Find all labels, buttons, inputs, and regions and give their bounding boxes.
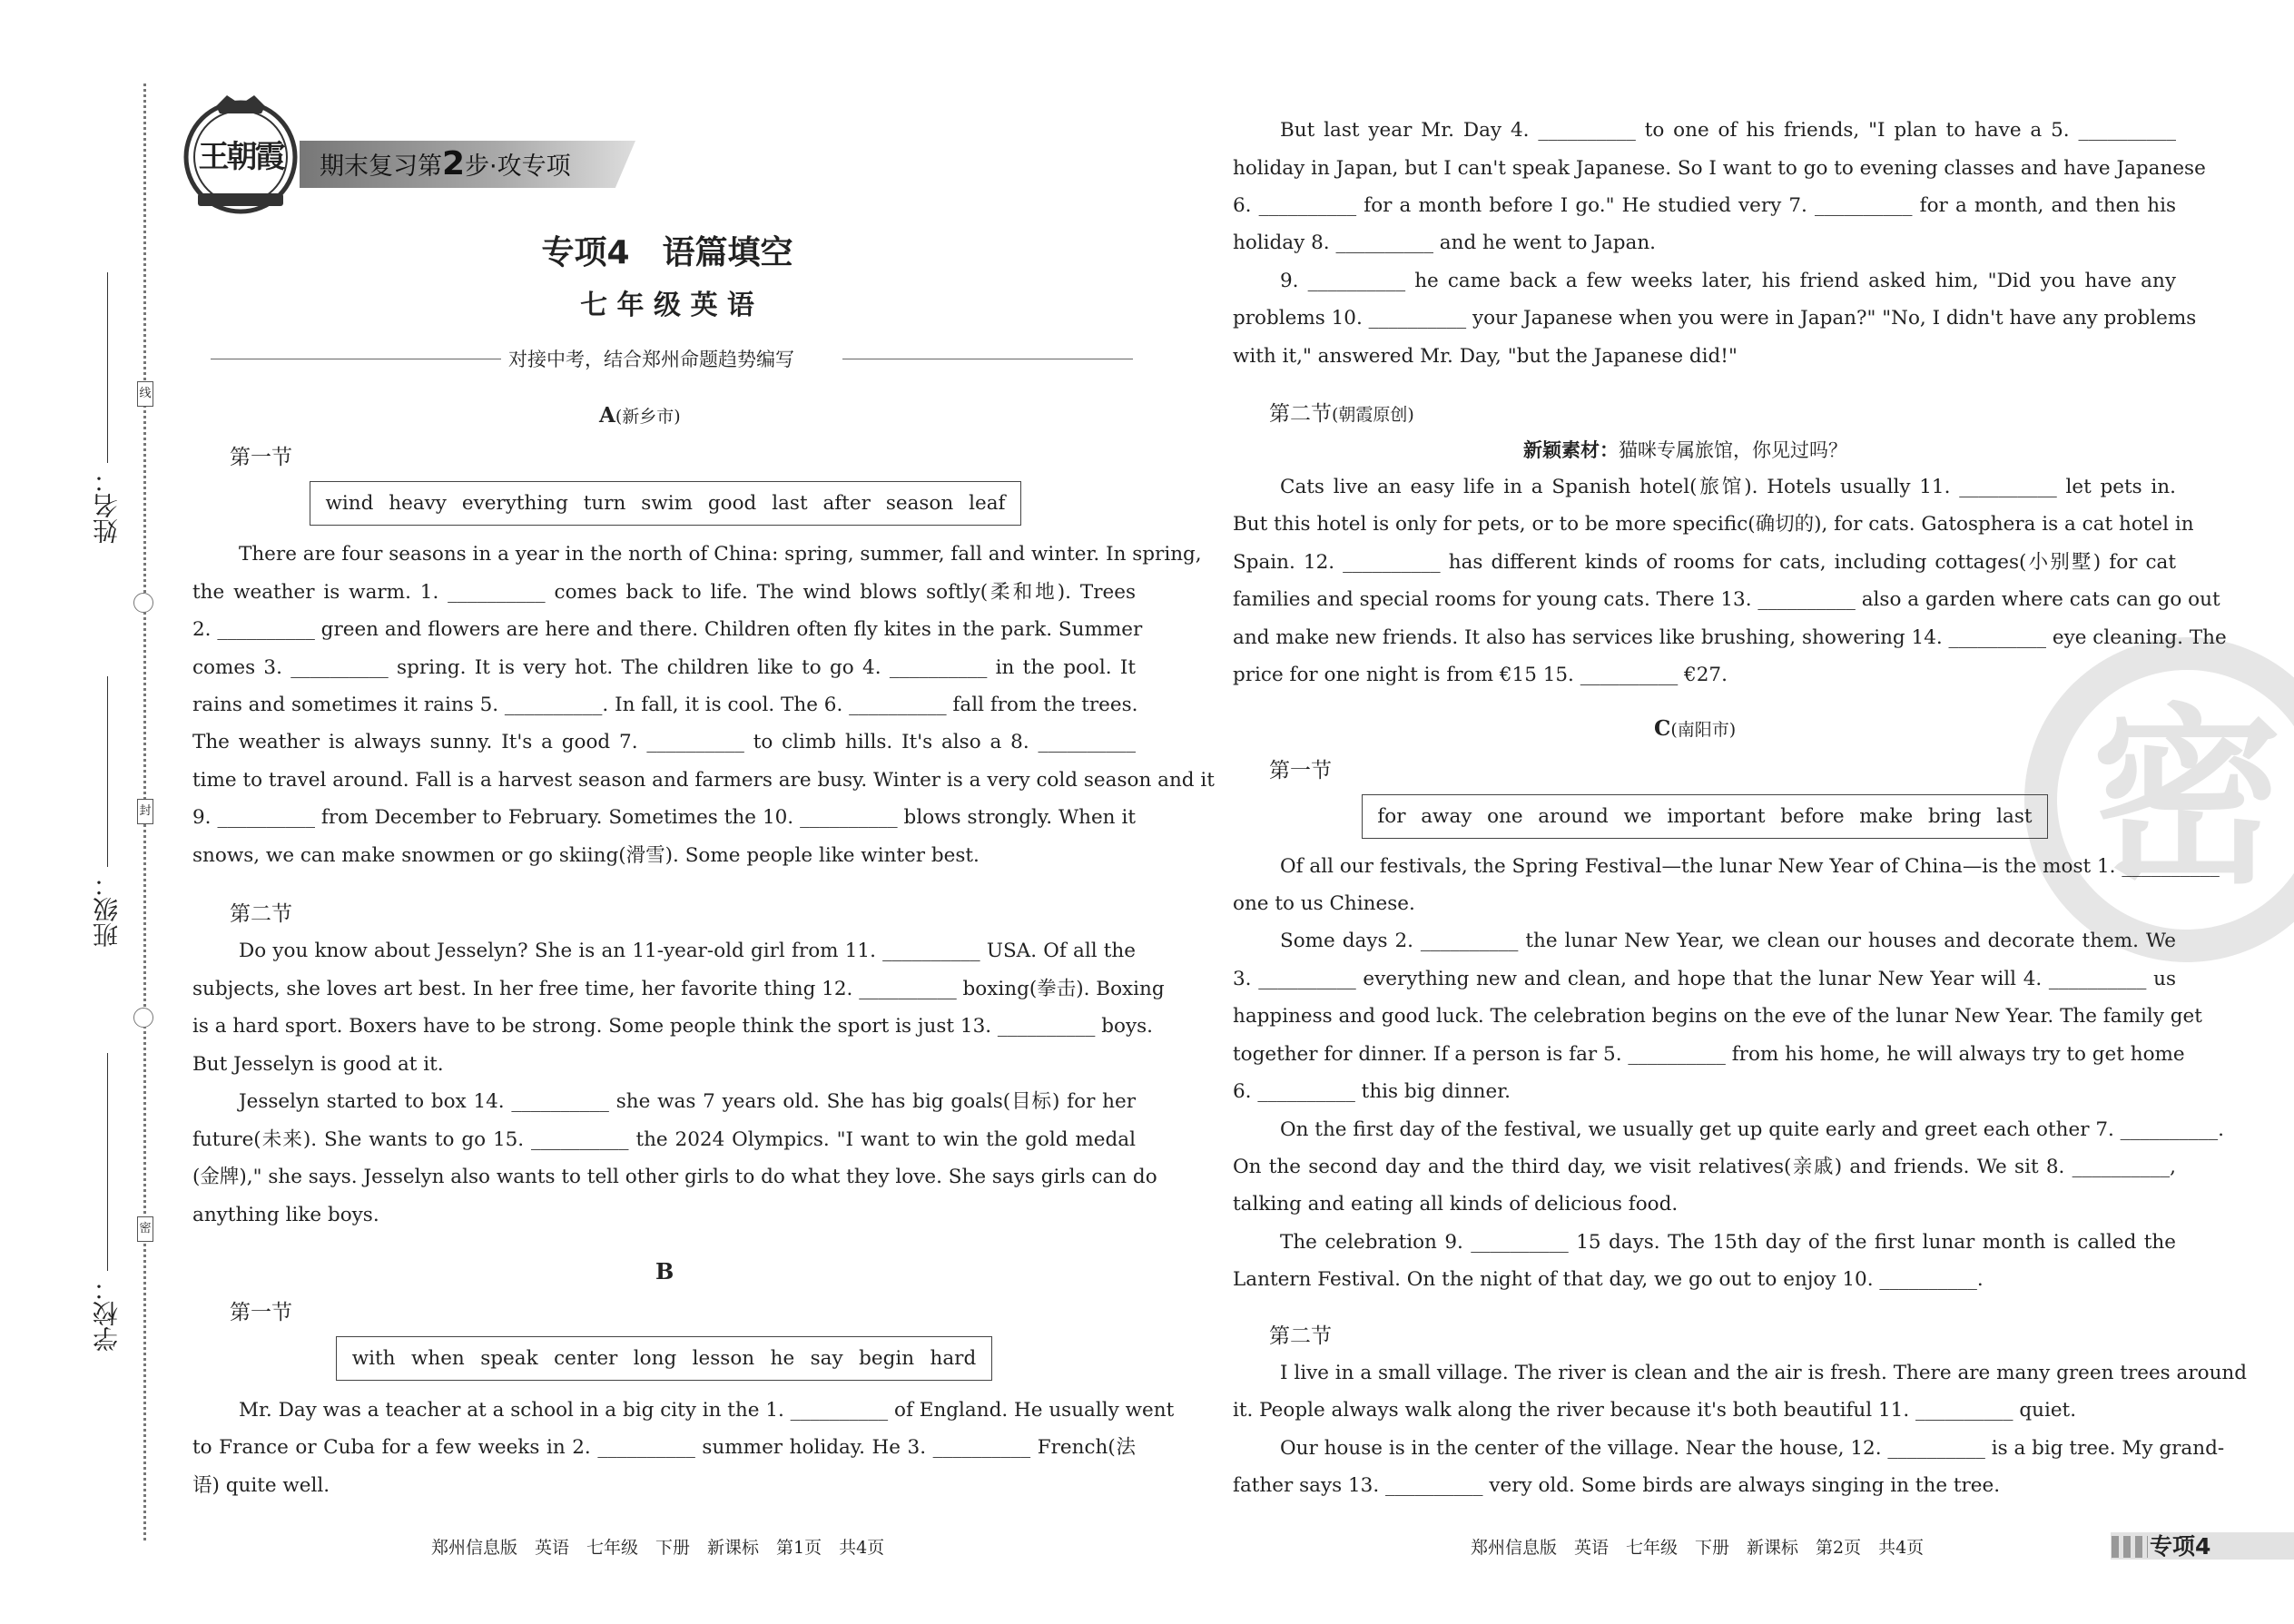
word-bank-b <box>336 1336 992 1381</box>
passage-line: There are four seasons in a year in the north of China: spring, summer, fall and winter. In spring, <box>239 543 1202 566</box>
section-c-part2-label: 第二节 <box>1269 1324 1332 1348</box>
passage-line: Our house is in the center of the village. Near the house, 12. __________ is a big tree. My grand- <box>1280 1437 2225 1460</box>
novel-material-label: 新颖素材： <box>1523 439 1619 461</box>
passage-line: the weather is warm. 1. __________ comes back to life. The wind blows softly(柔和地). Trees <box>192 581 1136 604</box>
passage-line: On the second day and the third day, we visit relatives(亲戚) and friends. We sit 8. __________, <box>1233 1156 2176 1178</box>
word-bank-word: make <box>1859 805 1914 828</box>
novel-material-text: 猫咪专属旅馆，你见过吗？ <box>1619 439 1847 461</box>
word-bank-word: everything <box>461 492 568 515</box>
word-bank-word: for <box>1377 805 1406 828</box>
section-b-heading: B <box>655 1258 674 1284</box>
word-bank-word: before <box>1780 805 1845 828</box>
passage-line: anything like boys. <box>192 1204 379 1226</box>
word-bank-word: important <box>1667 805 1766 828</box>
word-bank-word: last <box>772 492 808 515</box>
passage-line: 6. __________ this big dinner. <box>1233 1080 1511 1103</box>
part-label: 第二节 <box>1269 402 1332 426</box>
seal-mark-secret: 密 <box>137 1216 153 1242</box>
section-a-source: (新乡市) <box>615 407 681 427</box>
passage-line: The weather is always sunny. It's a good 7. __________ to climb hills. It's also a 8. __________ <box>192 731 1136 753</box>
passage-line: one to us Chinese. <box>1233 892 1415 915</box>
passage-line: to France or Cuba for a few weeks in 2. __________ summer holiday. He 3. __________ French(法 <box>192 1436 1136 1459</box>
passage-line: with it," answered Mr. Day, "but the Japanese did!" <box>1233 345 1738 368</box>
passage-line: talking and eating all kinds of delicious food. <box>1233 1193 1679 1216</box>
school-label: 学校： <box>92 1275 122 1352</box>
passage-line: subjects, she loves art best. In her free time, her favorite thing 12. __________ boxing(拳击). Boxing <box>192 978 1165 1000</box>
section-b-part1-label: 第一节 <box>230 1301 292 1324</box>
passage-line: holiday in Japan, but I can't speak Japanese. So I want to go to evening classes and have Japanese <box>1233 157 2206 180</box>
word-bank-word: turn <box>583 492 626 515</box>
header-banner-text <box>320 145 571 182</box>
word-bank-word: last <box>1996 805 2033 828</box>
passage-line: future(未来). She wants to go 15. __________ the 2024 Olympics. "I want to win the gold medal <box>192 1128 1136 1151</box>
logo-badge <box>180 94 301 215</box>
word-bank-word: speak <box>480 1347 538 1370</box>
word-bank-word: swim <box>641 492 693 515</box>
passage-line: On the first day of the festival, we usually get up quite early and greet each other 7. __________. <box>1280 1118 2224 1141</box>
binding-margin <box>0 0 182 1624</box>
footer-left: 郑州信息版 英语 七年级 下册 新课标 第1页 共4页 <box>431 1538 885 1558</box>
passage-line: time to travel around. Fall is a harvest season and farmers are busy. Winter is a very cold season and it <box>192 769 1215 792</box>
passage-line: Lantern Festival. On the night of that day, we go out to enjoy 10. __________. <box>1233 1268 1984 1291</box>
page-title: 专项4 语篇填空 <box>541 234 793 271</box>
name-label: 姓名： <box>92 468 122 544</box>
section-a-part1-label: 第一节 <box>230 446 292 469</box>
watermark-char: 密 <box>2092 687 2283 910</box>
word-bank-word: wind <box>325 492 374 515</box>
passage-line: problems 10. __________ your Japanese when you were in Japan?" "No, I didn't have any problems <box>1233 307 2197 330</box>
seal-mark-line: 线 <box>137 381 153 407</box>
word-bank-word: long <box>633 1347 677 1370</box>
word-bank-word: away <box>1421 805 1472 828</box>
word-bank-word: heavy <box>389 492 447 515</box>
passage-line: snows, we can make snowmen or go skiing(滑雪). Some people like winter best. <box>192 844 980 867</box>
passage-line: Jesselyn started to box 14. __________ she was 7 years old. She has big goals(目标) for her <box>239 1090 1136 1113</box>
page-subtitle: 七 年 级 英 语 <box>580 290 754 321</box>
passage-line: But Jesselyn is good at it. <box>192 1053 444 1076</box>
passage-line: is a hard sport. Boxers have to be strong. Some people think the sport is just 13. __________ boys. <box>192 1015 1153 1038</box>
name-field[interactable] <box>107 272 108 463</box>
passage-line: father says 13. __________ very old. Some birds are always singing in the tree. <box>1233 1474 2001 1497</box>
passage-line: holiday 8. __________ and he went to Japan. <box>1233 231 1657 254</box>
word-bank-word: season <box>885 492 954 515</box>
passage-line: it. People always walk along the river because it's both beautiful 11. __________ quiet. <box>1233 1399 2077 1422</box>
passage-line: 9. __________ from December to February. Sometimes the 10. __________ blows strongly. When it <box>192 806 1136 829</box>
passage-line: and make new friends. It also has services like brushing, showering 14. __________ eye cleaning. The <box>1233 626 2227 649</box>
word-bank-word: good <box>707 492 757 515</box>
section-c-heading <box>1654 716 1736 741</box>
passage-line: rains and sometimes it rains 5. __________. In fall, it is cool. The 6. __________ fall from the trees. <box>192 694 1138 716</box>
passage-line: I live in a small village. The river is clean and the air is fresh. There are many green trees around <box>1280 1362 2248 1384</box>
section-c-source: (南阳市) <box>1670 720 1737 740</box>
passage-line: price for one night is from €15 15. __________ €27. <box>1233 664 1728 686</box>
passage-line: But this hotel is only for pets, or to be more specific(确切的), for cats. Gatosphera is a cat hotel in <box>1233 513 2194 536</box>
word-bank-word: one <box>1487 805 1523 828</box>
passage-line: The celebration 9. __________ 15 days. The 15th day of the first lunar month is called the <box>1280 1231 2176 1254</box>
novel-material-line <box>1523 436 1847 463</box>
passage-line: But last year Mr. Day 4. __________ to one of his friends, "I plan to have a 5. __________ <box>1280 119 2176 142</box>
passage-line: Some days 2. __________ the lunar New Year, we clean our houses and decorate them. We <box>1280 930 2176 952</box>
class-label: 班级： <box>92 871 122 948</box>
footer-tab-squares <box>2112 1536 2148 1558</box>
section-b-part2-label <box>1269 397 1414 427</box>
word-bank-word: he <box>770 1347 795 1370</box>
section-a-part2-label: 第二节 <box>230 902 292 926</box>
banner-post: 步·攻专项 <box>465 153 571 181</box>
passage-line: families and special rooms for young cats. There 13. __________ also a garden where cats can go out <box>1233 588 2220 611</box>
word-bank-c <box>1362 794 2048 839</box>
logo-text: 王朝霞 <box>198 139 283 175</box>
word-bank-word: say <box>810 1347 843 1370</box>
passage-line: 2. __________ green and flowers are here and there. Children often fly kites in the park. Summer <box>192 618 1143 641</box>
word-bank-word: after <box>822 492 871 515</box>
passage-line: together for dinner. If a person is far 5. __________ from his home, he will always try to get home <box>1233 1043 2185 1066</box>
word-bank-word: lesson <box>692 1347 755 1370</box>
word-bank-word: hard <box>930 1347 977 1370</box>
seal-circle-mark <box>133 1008 153 1028</box>
word-bank-a <box>310 481 1021 526</box>
section-a-heading <box>599 403 681 428</box>
footer-right: 郑州信息版 英语 七年级 下册 新课标 第2页 共4页 <box>1471 1538 1925 1558</box>
banner-step-number: 2 <box>442 145 466 182</box>
section-a-letter: A <box>599 403 615 428</box>
passage-line: Of all our festivals, the Spring Festival—the lunar New Year of China—is the most 1. __________ <box>1280 855 2220 878</box>
class-field[interactable] <box>107 676 108 867</box>
passage-line: Mr. Day was a teacher at a school in a big city in the 1. __________ of England. He usually went <box>239 1399 1175 1422</box>
passage-line: 9. __________ he came back a few weeks later, his friend asked him, "Did you have any <box>1280 270 2176 292</box>
passage-line: Spain. 12. __________ has different kinds of rooms for cats, including cottages(小别墅) for cat <box>1233 551 2176 574</box>
passage-line: Cats live an easy life in a Spanish hotel(旅馆). Hotels usually 11. __________ let pets in. <box>1280 476 2176 498</box>
word-bank-word: center <box>554 1347 618 1370</box>
school-field[interactable] <box>107 1053 108 1271</box>
word-bank-word: with <box>351 1347 396 1370</box>
word-bank-word: when <box>410 1347 465 1370</box>
word-bank-word: begin <box>859 1347 915 1370</box>
passage-line: comes 3. __________ spring. It is very hot. The children like to go 4. __________ in the pool. It <box>192 656 1136 679</box>
footer-tab-label: 专项4 <box>2150 1533 2211 1560</box>
banner-pre: 期末复习第 <box>320 153 442 181</box>
passage-line: happiness and good luck. The celebration begins on the eve of the lunar New Year. The family get <box>1233 1005 2202 1028</box>
section-c-letter: C <box>1654 716 1671 741</box>
word-bank-word: we <box>1623 805 1652 828</box>
tagline: 对接中考，结合郑州命题趋势编写 <box>508 349 794 370</box>
passage-line: 语) quite well. <box>192 1474 330 1497</box>
word-bank-word: bring <box>1927 805 1982 828</box>
passage-line: 3. __________ everything new and clean, and hope that the lunar New Year will 4. __________ us <box>1233 968 2176 990</box>
passage-line: 6. __________ for a month before I go." He studied very 7. __________ for a month, and then his <box>1233 194 2176 217</box>
word-bank-word: around <box>1538 805 1609 828</box>
word-bank-word: leaf <box>969 492 1006 515</box>
section-c-part1-label: 第一节 <box>1269 759 1332 782</box>
part-source: (朝霞原创) <box>1332 405 1414 425</box>
seal-mark-seal: 封 <box>137 799 153 824</box>
passage-line: (金牌)," she says. Jesselyn also wants to tell other girls to do what they love. She says girls can do <box>192 1166 1157 1188</box>
passage-line: Do you know about Jesselyn? She is an 11-year-old girl from 11. __________ USA. Of all the <box>239 940 1136 962</box>
seal-circle-mark <box>133 593 153 613</box>
